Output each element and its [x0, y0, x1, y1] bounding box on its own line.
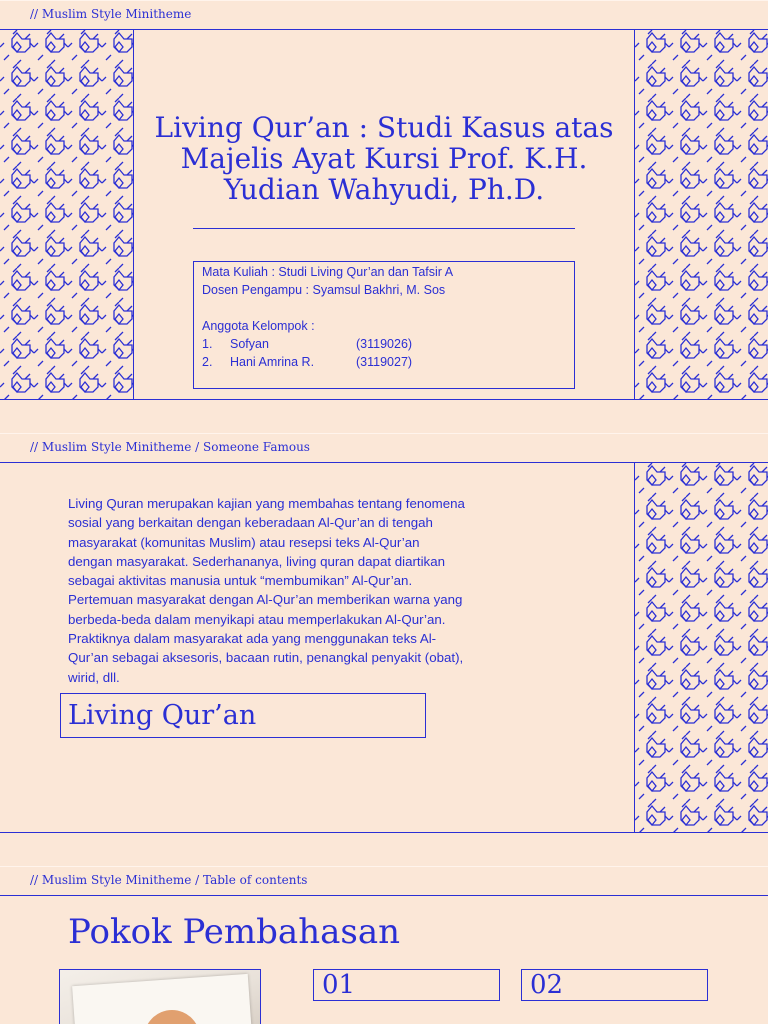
- toc-item-01-number: 01: [322, 970, 356, 1000]
- slide2-header: [0, 433, 768, 463]
- slide3: [0, 896, 768, 1024]
- slide1-header-text: // Muslim Style Minitheme: [30, 7, 192, 21]
- title-line-3: Yudian Wahyudi, Ph.D.: [223, 173, 545, 206]
- slide1: [0, 30, 768, 400]
- title-divider: [193, 228, 575, 229]
- toc-item-02: [521, 969, 708, 1001]
- book-image: [59, 969, 261, 1024]
- member-row: 1. Sofyan (3119026): [202, 337, 413, 351]
- group-label: Anggota Kelompok :: [202, 319, 315, 333]
- slide1-header: [0, 0, 768, 30]
- title-line-1: Living Qur’an : Studi Kasus atas: [154, 111, 614, 144]
- slide3-title: Pokok Pembahasan: [68, 912, 400, 952]
- living-quran-label-box: [60, 693, 426, 738]
- lecturer-text: Dosen Pengampu : Syamsul Bakhri, M. Sos: [202, 283, 446, 297]
- slide3-header-text: // Muslim Style Minitheme / Table of contents: [30, 873, 308, 887]
- slide2-body: Living Quran merupakan kajian yang membahas tentang fenomena sosial yang berkaitan dengan keberadaan Al-Qur’an di tengah masyarakat (komunitas Muslim) atau resepsi teks Al-Qur’an dengan masyarakat. Sederhananya, living quran dapat diartikan sebagai aktivitas manusia untuk “membumikan” Al-Qur’an. Pertemuan masyarakat dengan Al-Qur’an memberikan warna yang berbeda-beda dalam menyikapi atau memperlakukan Al-Qur’an. Praktiknya dalam masyarakat ada yang menggunakan teks Al- Qur’an sebagai aksesoris, bacaan rutin, penangkal penyakit (obat), wirid, dll.: [68, 496, 465, 685]
- slide1-title: [140, 112, 628, 205]
- title-line-2: Majelis Ayat Kursi Prof. K.H.: [180, 142, 588, 175]
- left-pattern: [0, 30, 134, 399]
- course-text: Mata Kuliah : Studi Living Qur’an dan Tafsir A: [202, 265, 454, 279]
- right-pattern: [634, 463, 768, 832]
- slide3-header: [0, 866, 768, 896]
- toc-item-02-number: 02: [530, 970, 564, 1000]
- slide2-header-text: // Muslim Style Minitheme / Someone Famous: [30, 440, 310, 454]
- living-quran-label: Living Qur’an: [68, 700, 257, 731]
- slide2: [0, 463, 768, 833]
- toc-item-01: [313, 969, 500, 1001]
- info-box: [193, 261, 575, 389]
- member-row: 2. Hani Amrina R. (3119027): [202, 355, 413, 369]
- right-pattern: [634, 30, 768, 399]
